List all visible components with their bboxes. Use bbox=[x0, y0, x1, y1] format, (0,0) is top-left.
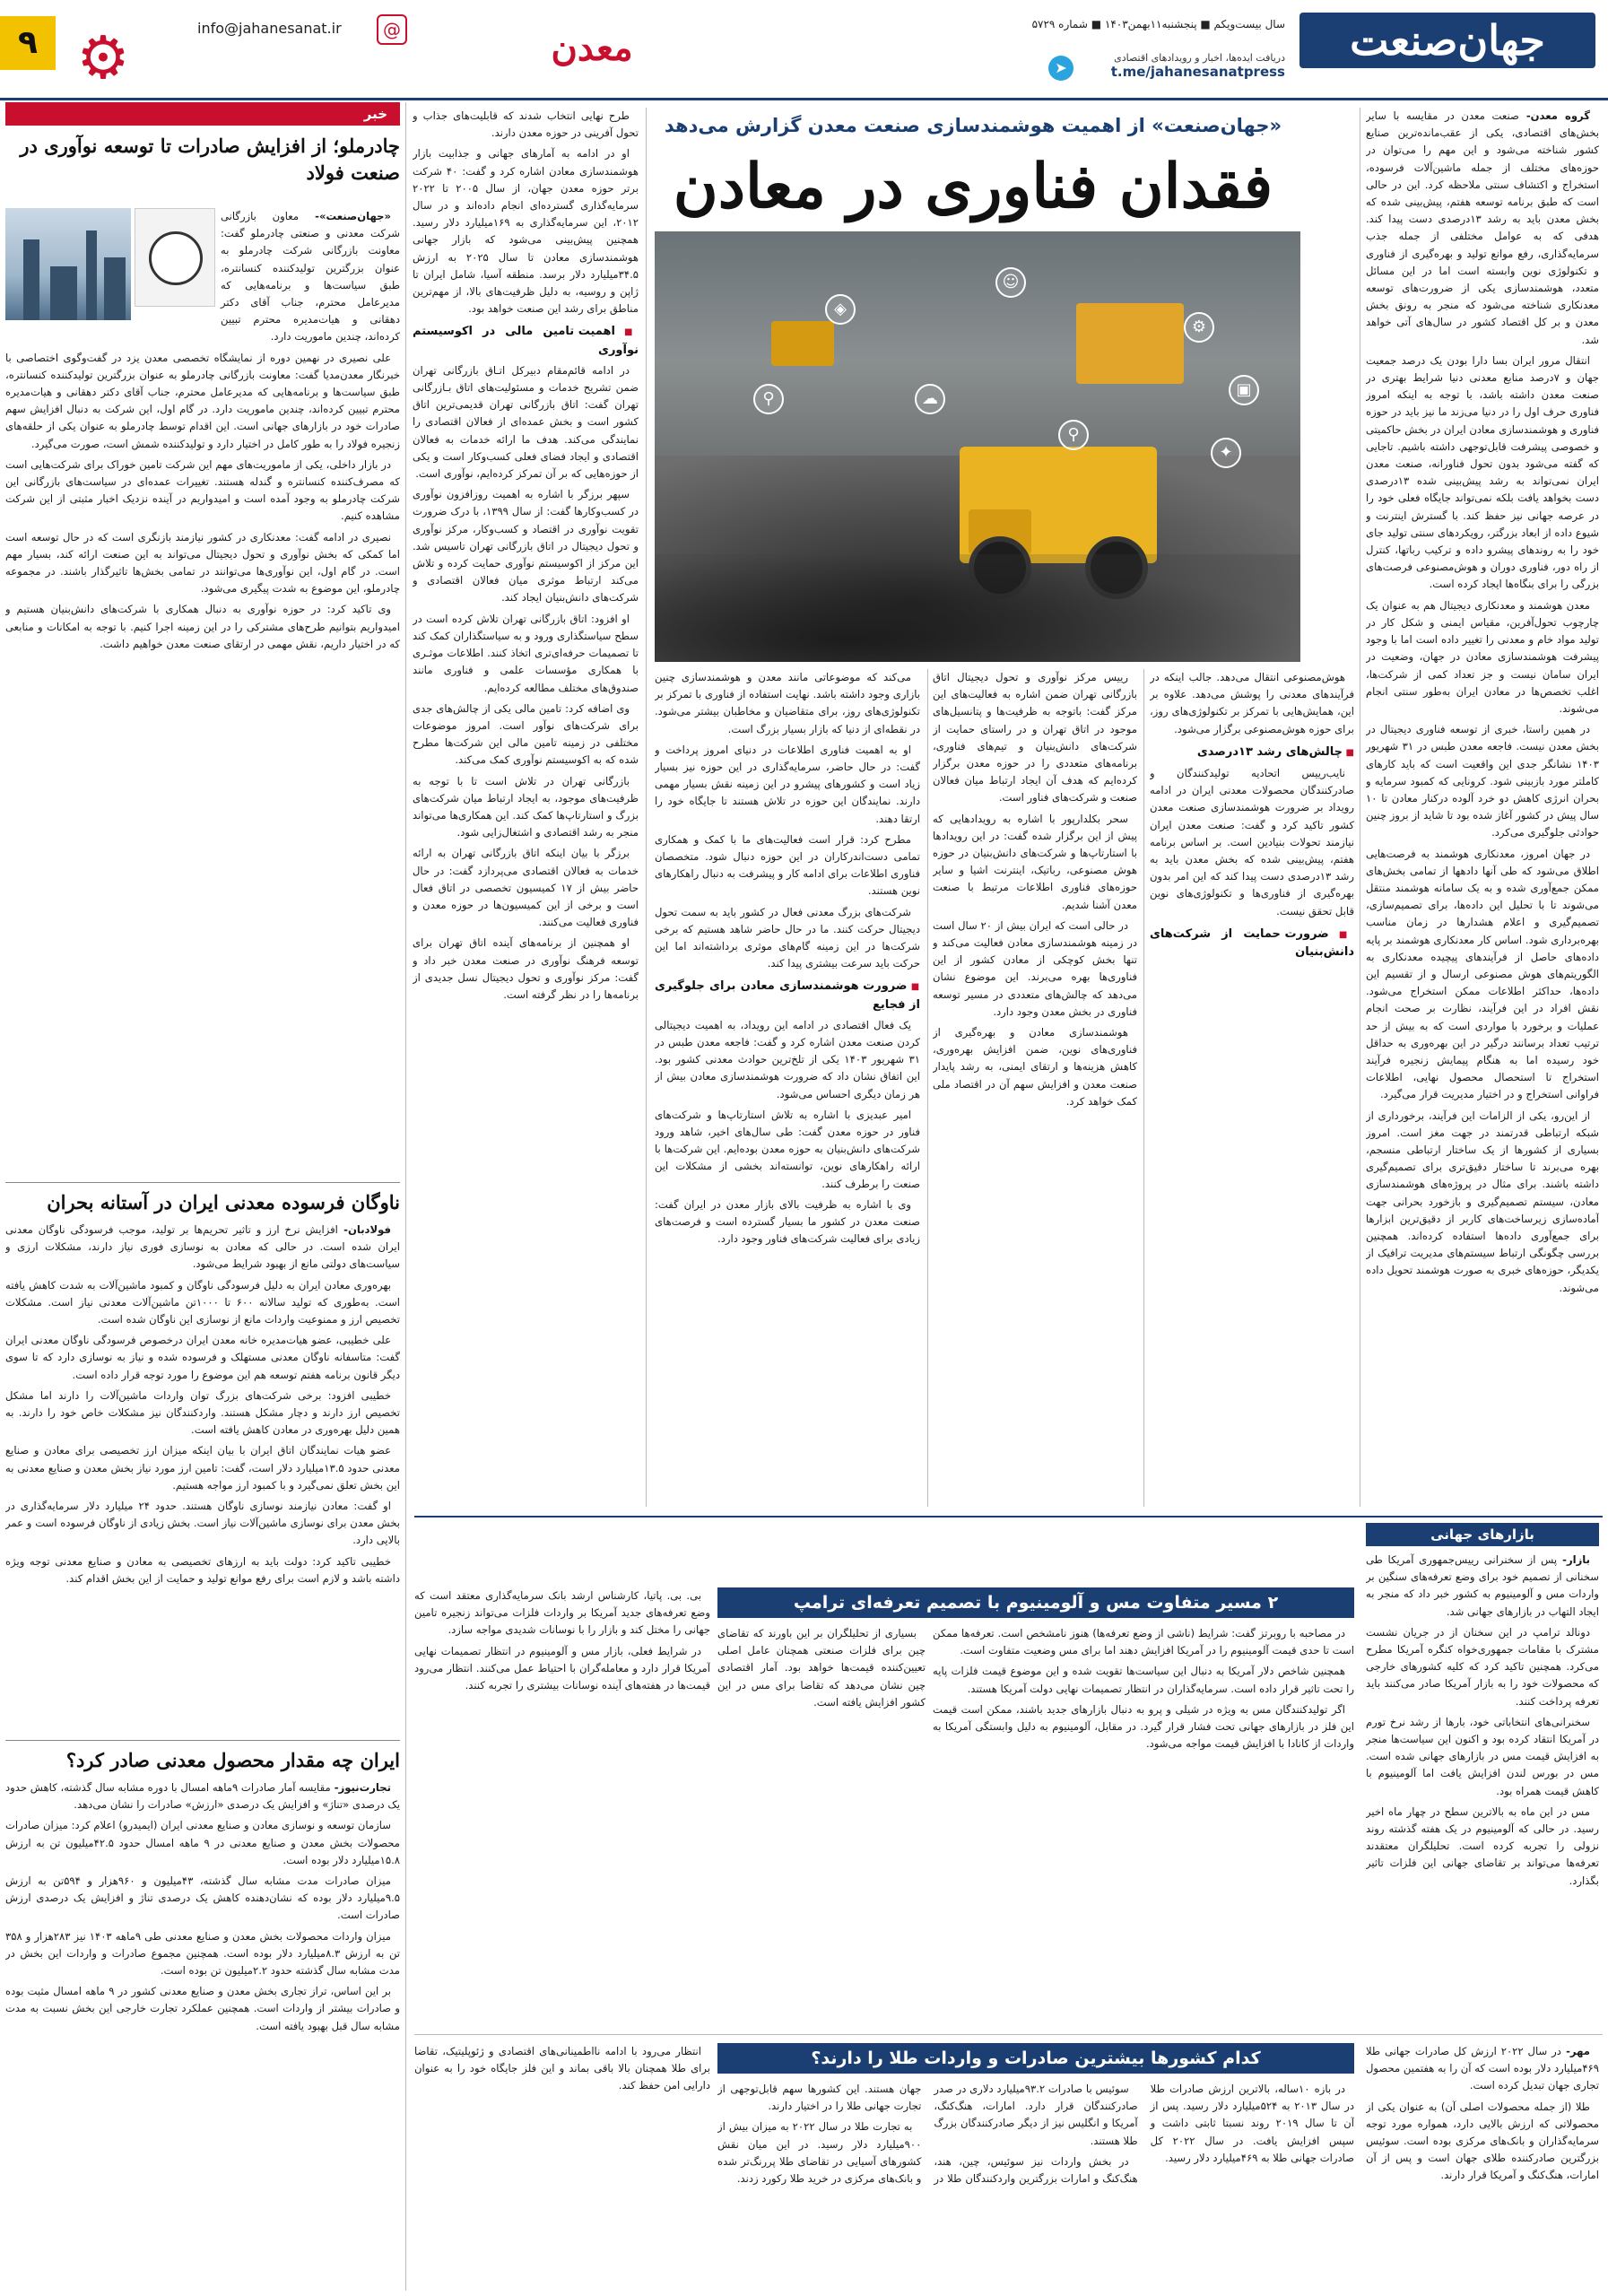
news-2-paragraph: خطیبی تاکید کرد: دولت باید به ارزهای تخصیصی به معادن و صنایع معدنی توجه ویژه داشته باشد و لازم است برای رفع موانع تولید و حمایت از این بخش اقدام کند. bbox=[5, 1554, 400, 1585]
news-3-body bbox=[5, 1779, 400, 2291]
news-3-paragraph: بر این اساس، تراز تجاری بخش معدن و صنایع معدنی کشور در ۹ ماهه امسال مثبت بوده و صادرات بیشتر از واردات است. همچنین عملکرد تجارت خارجی این بخش نسبت به مدت مشابه سال قبل بهبود یافته است. bbox=[5, 1985, 400, 2032]
chip-pin-icon: ✦ bbox=[1211, 438, 1241, 468]
news-3-title[interactable]: ایران چه مقدار محصول معدنی صادر کرد؟ bbox=[65, 1749, 400, 1771]
mid-paragraph: سپهر برزگر با اشاره به اهمیت روزافزون نوآوری در کسب‌وکارها گفت: از سال ۱۳۹۹، با درک ضرورت تقویت نوآوری در اقتصاد و کسب‌وکار، مرکز نوآوری و تحول دیجیتال در اتاق بازرگانی تهران تاسیس شد. این مرکز از اکوسیستم نوآوری حمایت کرده و تلاش می‌کند ارتباط موثری میان فعالان اقتصادی و شرکت‌های دانش‌بنیان ایجاد کند. bbox=[413, 488, 639, 604]
news-2-source-lead: فولادبان- bbox=[337, 1223, 391, 1236]
telegram-icon: ➤ bbox=[1048, 56, 1073, 81]
global-2-paragraph: طلا (از جمله محصولات اصلی آن) به عنوان یکی از محصولاتی که ارزش بالایی دارد، همواره مورد توجه سرمایه‌گذاران و بانک‌های مرکزی بوده است. سوئیس بزرگترین صادرکننده طلای جهان است و پس از آن امارات، هنگ‌کنگ و آمریکا قرار دارند. bbox=[1366, 2100, 1599, 2182]
main-story-column-1 bbox=[1366, 108, 1599, 1507]
global-1-paragraph: همچنین شاخص دلار آمریکا به دنبال این سیاست‌ها تقویت شده و این موضوع قیمت فلزات پایه را تحت تاثیر قرار داده است. سرمایه‌گذاران در انتظار تصمیمات نهایی دولت آمریکا هستند. bbox=[933, 1665, 1354, 1695]
global-1-source-lead: بازار- bbox=[1557, 1553, 1590, 1566]
global-story-1-title[interactable]: ۲ مسیر متفاوت مس و آلومینیوم با تصمیم تعرفه‌ای ترامپ bbox=[717, 1587, 1354, 1618]
excavator-shape bbox=[771, 321, 834, 366]
section-divider bbox=[5, 1740, 400, 1741]
global-story-2-column-3 bbox=[414, 2043, 710, 2291]
global-markets-label: بازارهای جهانی bbox=[1366, 1523, 1599, 1546]
main-story-subheading: ■ ضرورت حمایت از شرکت‌های دانش‌بنیان bbox=[1150, 926, 1354, 961]
section-divider bbox=[5, 1182, 400, 1183]
news-1-paragraph: علی نصیری در نهمین دوره از نمایشگاه تخصصی معدن یزد در گفت‌وگوی اختصاصی با خبرنگار معدن‌مدیا گفت: معاونت بازرگانی چادرملو به عنوان بزرگترین تولیدکننده کنسانتره، طبق سیاست‌ها و برنامه‌هایی که مدیرعامل محترم، جناب آقای دکتر دهقانی و هیات‌مدیره محترم تبیین کرده‌اند، چندین ماموریت دارد. در گام اول، این شرکت به دنبال افزایش سهم صادرات خود در بازارهای جهانی است. این اقدام توسط چادرملو به عنوان یکی از حلقه‌های زنجیره فولاد را به طور کامل در اختیار دارد و تولیدکننده شمش است، صورت می‌گیرد. bbox=[5, 351, 400, 450]
main-story-paragraph: هوش‌مصنوعی انتقال می‌دهد. جالب اینکه در فرآیندهای معدنی را پوشش می‌دهد. علاوه بر این، همایش‌هایی با تمرکز بر تکنولوژی‌های روز، برای حوزه هوش‌مصنوعی برگزار می‌شود. bbox=[1150, 671, 1354, 735]
global-story-2-column-1 bbox=[1366, 2043, 1599, 2291]
global-story-2-column-2 bbox=[717, 2081, 1354, 2291]
global-2-paragraph: به تجارت طلا در سال ۲۰۲۲ به میزان بیش از ۹۰۰میلیارد دلار رسید. در این میان نقش کشورهای آسیایی در تقاضای طلا پررنگ‌تر شده و بانک‌های مرکزی در خرید طلا رکورد زدند. bbox=[717, 2120, 922, 2186]
main-story-paragraph: از این‌رو، یکی از الزامات این فرآیند، برخورداری از شبکه ارتباطی قدرتمند در جهت مغز است. امروز بسیاری از کشورها از یک ساختار ارتباطی منسجم، بهره می‌برند تا ساختار دقیق‌تری برای تصمیم‌گیری داشته باشند. برای مثال در پروژه‌های هوشمندسازی معادن، سیستم تصمیم‌گیری و بازخورد بحرانی جهت آماده‌سازی زیرساخت‌های کاربر از دقیق‌ترین ابزارها برای جمع‌آوری داده‌ها استفاده کرده‌اند. همچنین بررسی چگونگی ارتباط سیستم‌های مدیریت ترافیک از یکدیگر، حوزه‌های خبری به صورت هوشمند تحویل داده می‌شوند. bbox=[1366, 1109, 1599, 1294]
section-title: معدن bbox=[551, 27, 633, 69]
main-story-paragraph: او به اهمیت فناوری اطلاعات در دنیای امروز پرداخت و گفت: در حال حاضر، سرمایه‌گذاری در این حوزه نیز بسیار زیاد است و کشورهای پیشرو در این زمینه نقش بسیار مهمی دارند. نمایندگان این حوزه در تلاش هستند تا جایگاه خود را ارتقا دهند. bbox=[655, 743, 920, 825]
news-1-paragraph: در بازار داخلی، یکی از ماموریت‌های مهم این شرکت تامین خوراک برای شرکت‌هایی است که مصرف‌کننده کنسانتره و گندله هستند. تغییرات عمده‌ای در سیاست‌های بازرگانی این شرکت چادرملو به وجود آمده است و امیدواریم در آینده نزدیک اخبار مثبتی از این شرکت مشاهده کنیم. bbox=[5, 457, 400, 523]
news-section-label: خبر bbox=[5, 102, 400, 126]
news-2-paragraph: فولادبان- افزایش نرخ ارز و تاثیر تحریم‌ها بر تولید، موجب فرسودگی ناوگان معدنی ایران شده است. در حالی که معادن به نوسازی فوری نیاز دارند، مشکلات ارزی و سیاست‌های دولتی مانع از بهبود شرایط می‌شود. bbox=[5, 1223, 400, 1271]
main-story-paragraph: می‌کند که موضوعاتی مانند معدن و هوشمندسازی چنین بازاری وجود داشته باشد. نهایت استفاده از فناوری با تمرکز بر تکنولوژی‌های روز، برای متقاضیان و مخاطبان بیشتر می‌شود. در نقطه‌ای از دنیا که بازار بسیار بزرگ است. bbox=[655, 671, 920, 735]
main-story-paragraph: سحر بکلدارپور با اشاره به رویدادهایی که پیش از این برگزار شده گفت: در این رویدادها با استارتاپ‌ها و شرکت‌های دانش‌بنیان در حوزه هوش مصنوعی، رباتیک، اینترنت اشیا و سایر حوزه‌های فناوری اطلاعات مرتبط با صنعت معدن آشنا شدیم. bbox=[933, 812, 1137, 911]
global-1-paragraph: مس در این ماه به بالاترین سطح در چهار ماه اخیر رسید. در حالی که آلومینیوم در یک هفته گذشته روند نزولی را تجربه کرده است. تحلیلگران معتقدند تعرفه‌ها می‌تواند بر تقاضای جهانی این فلزات تاثیر بگذارد. bbox=[1366, 1805, 1599, 1887]
column-divider bbox=[1143, 669, 1144, 1507]
email-icon: @ bbox=[377, 14, 407, 45]
telegram-text: دریافت ایده‌ها، اخبار و رویدادهای اقتصادی bbox=[1114, 52, 1285, 64]
mid-paragraph: او همچنین از برنامه‌های آینده اتاق تهران برای توسعه فرهنگ نوآوری در صنعت معدن خبر داد و گفت: مرکز نوآوری و تحول دیجیتال نسل جدیدی از برنامه‌ها را در نظر گرفته است. bbox=[413, 936, 639, 1001]
news-3-paragraph: میزان صادرات مدت مشابه سال گذشته، ۴۳میلیون و ۹۶۰هزار و ۵۹۴تن به ارزش ۹.۵میلیارد دلار بوده که نشان‌دهنده کاهش یک درصدی تناژ و افزایش یک درصدی ارزش صادرات است. bbox=[5, 1874, 400, 1922]
global-2-paragraph: در بخش واردات نیز سوئیس، چین، هند، هنگ‌کنگ و امارات بزرگترین واردکنندگان طلا در جهان هستند. این کشورها سهم قابل‌توجهی از تجارت جهانی طلا را در اختیار دارند. bbox=[717, 2083, 1138, 2186]
main-story-paragraph: در حالی است که ایران بیش از ۲۰ سال است در زمینه هوشمندسازی معادن فعالیت می‌کند و تنها بخش کوچکی از معادن کشور از این فناوری‌ها بهره می‌برند. این موضوع نشان می‌دهد که چالش‌های متعددی در مسیر توسعه فناوری در بخش معدن وجود دارد. bbox=[933, 918, 1137, 1018]
global-story-2-title[interactable]: کدام کشورها بیشترین صادرات و واردات طلا را دارند؟ bbox=[717, 2043, 1354, 2074]
news-1-paragraph: وی تاکید کرد: در حوزه نوآوری به دنبال همکاری با شرکت‌های دانش‌بنیان هستیم و امیدواریم بتوانیم طرح‌های مشترکی را در این زمینه اجرا کنیم. با توجه به امکانات و منابعی که در اختیار داریم، نقش مهمی در ارتقای صنعت معدن خواهیم داشت. bbox=[5, 603, 400, 650]
mid-subheading: ■ اهمیت تامین مالی در اکوسیستم نوآوری bbox=[413, 323, 639, 358]
news-2-title[interactable]: ناوگان فرسوده معدنی ایران در آستانه بحران bbox=[47, 1191, 400, 1213]
issue-line: سال بیست‌ویکم ■ پنجشنبه۱۱بهمن۱۴۰۳ ■ شماره ۵۷۲۹ bbox=[1031, 18, 1285, 30]
main-story-column-3 bbox=[933, 669, 1137, 1507]
main-story-paragraph: انتقال مرور ایران بسا دارا بودن یک درصد جمعیت جهان و ۷درصد منابع معدنی دنیا شرایط بهتری در صنعت معدن داشته باشد، با توجه به اینکه امروز فناوری حرف اول را در دنیا می‌زند ما نیز باید در حوزه فناوری و هوشمندسازی معادن ایران در بخش حاکمیتی و خصوصی پیشرفت قابل‌توجهی داشته باشیم. تاجایی که گفته می‌شود بدون تحول فناورانه، صنعت معدن ایران نمی‌تواند به رشد پیش‌بینی شده ۱۳درصدی دست بخواهد یافت بلکه نمی‌تواند جایگاه فعلی خود را در عرصه جهانی نیز حفظ کند. با گسترش اینترنت و شیوع داده از ابعاد بزرگتر، رویکردهای سنتی تولید جای خود را به روندهای پیشرو داده و ترکیب رباتها، کنترل از راه دور، فناوری دوران و هوش‌مصنوعی فرصت‌های بزرگی را برای بنگاه‌ها ایجاد کرده است. bbox=[1366, 353, 1599, 591]
main-story-subheading: ■ چالش‌های رشد ۱۳درصدی bbox=[1150, 744, 1354, 761]
excavator-shape bbox=[1076, 303, 1184, 384]
news-1-paragraph: «جهان‌صنعت»- معاون بازرگانی شرکت معدنی و صنعتی چادرملو گفت: معاونت بازرگانی شرکت چادرملو به عنوان بزرگترین تولیدکننده کنسانتره، طبق سیاست‌ها و برنامه‌هایی که مدیرعامل محترم، جناب آقای دکتر دهقانی و هیات‌مدیره محترم تبیین کرده‌اند، چندین ماموریت دارد. bbox=[221, 210, 400, 344]
news-2-body bbox=[5, 1222, 400, 1733]
column-divider bbox=[405, 102, 406, 2291]
global-story-1-column-3 bbox=[414, 1587, 710, 2027]
global-1-paragraph: بسیاری از تحلیلگران بر این باورند که تقاضای چین برای فلزات صنعتی همچنان عامل اصلی تعیین‌کننده قیمت‌ها خواهد بود. آمار اقتصادی چین نشان می‌دهد که تقاضا برای مس در این کشور افزایش یافته است. bbox=[717, 1627, 926, 1709]
location-pin-icon: ⚲ bbox=[753, 384, 784, 414]
global-1-paragraph: بازار- پس از سخنرانی رییس‌جمهوری آمریکا طی سخنانی از تصمیم خود برای وضع تعرفه‌های سنگین بر واردات مس و آلومینیوم به کشور خبر داد که منجر به ایجاد التهاب در بازارهای جهانی شد. bbox=[1366, 1553, 1599, 1618]
mid-paragraph: او افزود: اتاق بازرگانی تهران تلاش کرده است در سطح سیاستگذاری ورود و به سیاستگذاران کمک کند تا تصمیمات حرفه‌ای‌تری اتخاذ کنند. اطلاعات موثـری با همکاری مؤسسات علمی و فناوری مانند صندوق‌های مختلف مطالعه کرده‌ایم. bbox=[413, 612, 639, 694]
global-1-paragraph: بی. بی. پاتیا، کارشناس ارشد بانک سرمایه‌گذاری معتقد است که وضع تعرفه‌های جدید آمریکا بر واردات فلزات می‌تواند زنجیره تامین جهانی را مختل کند و بازار را با نوسانات شدیدی مواجه سازد. bbox=[414, 1589, 710, 1637]
main-story-column-2 bbox=[1150, 669, 1354, 1507]
news-2-paragraph: علی خطیبی، عضو هیات‌مدیره خانه معدن ایران درخصوص فرسودگی ناوگان معدنی ایران گفت: متاسفانه ناوگان معدنی مستهلک و فرسوده شده و نیاز به نوسازی دارد که تا سوی دیگر قانون برنامه هفتم توسعه هم این موضوع را مورد توجه قرار داده است. bbox=[5, 1334, 400, 1381]
main-story-paragraph: مطرح کرد: قرار است فعالیت‌های ما با کمک و همکاری تمامی دست‌اندرکاران در این حوزه دنبال شود. متخصصان فناوری اطلاعات برای ادامه کار و پیشرفت به دنبال راهکارهای نوین هستند. bbox=[655, 832, 920, 898]
main-story-paragraph: شرکت‌های بزرگ معدنی فعال در کشور باید به سمت تحول دیجیتال حرکت کنند. ما در حال حاضر شاهد هستیم که برخی شرکت‌ها در این زمینه گام‌های موثری برداشته‌اند اما این حرکت باید سرعت بیشتری پیدا کند. bbox=[655, 905, 920, 970]
email-address[interactable]: info@jahanesanat.ir bbox=[197, 20, 342, 37]
foreground-blur-shape bbox=[655, 554, 1300, 662]
global-2-paragraph: در بازه ۱۰ساله، بالاترین ارزش صادرات طلا در سال ۲۰۱۳ به ۵۲۴میلیارد دلار رسید. پس از آن تا سال ۲۰۱۹ روند نسبتا ثابتی داشت و سپس افزایش یافت. در سال ۲۰۲۲ کل صادرات جهانی طلا به ۴۶۹میلیارد دلار رسید. bbox=[1150, 2083, 1354, 2164]
global-story-1-column-1 bbox=[1366, 1552, 1599, 2027]
main-headline: فقدان فناوری در معادن bbox=[673, 151, 1273, 222]
global-1-paragraph: سخنرانی‌های انتخاباتی خود، بارها از رشد نرخ تورم در آمریکا انتقاد کرده بود و اکنون این سیاست‌ها منجر به افزایش قیمت مس در بازارهای جهانی شده است. مس در بورس لندن افزایش یافت اما آلومینیوم با کاهش قیمت همراه بود. bbox=[1366, 1715, 1599, 1797]
global-2-paragraph: انتظار می‌رود با ادامه نااطمینانی‌های اقتصادی و ژئوپلیتیک، تقاضا برای طلا همچنان بالا باقی بماند و این فلز جایگاه خود را به عنوان دارایی امن حفظ کند. bbox=[414, 2045, 710, 2092]
global-2-source-lead: مهر- bbox=[1560, 2045, 1590, 2057]
mid-paragraph: برزگر با بیان اینکه اتاق بازرگانی تهران به ارائه خدمات به فعالان اقتصادی می‌پردازد گفت: در حال حاضر بیش از ۱۷ کمیسیون تخصصی در اتاق فعال است و برخی از این کمیسیون‌ها در حوزه معدن و فناوری فعالیت می‌کنند. bbox=[413, 847, 639, 929]
global-1-paragraph: در شرایط فعلی، بازار مس و آلومینیوم در انتظار تصمیمات نهایی آمریکا قرار دارد و معامله‌گران با احتیاط عمل می‌کنند. انتظار می‌رود قیمت‌ها در هفته‌های آینده نوسانات بیشتری را تجربه کنند. bbox=[414, 1644, 710, 1692]
telegram-box[interactable] bbox=[1055, 52, 1285, 88]
news-2-paragraph: عضو هیات نمایندگان اتاق ایران با بیان اینکه میزان ارز تخصیصی برای معادن و صنایع معدنی حدود ۱۳.۵میلیارد دلار است، گفت: تامین ارز مورد نیاز بخش معدن و صنایع معدنی به این بخش تعلق نمی‌گیرد و با کمبود ارز مواجه هستیم. bbox=[5, 1444, 400, 1492]
news-2-paragraph: بهره‌وری معادن ایران به دلیل فرسودگی ناوگان و کمبود ماشین‌آلات به شدت کاهش یافته است. به‌طوری که تولید سالانه ۶۰۰ تا ۱۰۰۰تن ماشین‌آلات معدنی نیاز است. مشکلات تخصیص ارز و ممنوعیت واردات مانع از نوسازی این ناوگان شده است. bbox=[5, 1278, 400, 1326]
main-story-paragraph: یک فعال اقتصادی در ادامه این رویداد، به اهمیت دیجیتالی کردن صنعت معدن اشاره کرد و گفت: فاجعه معدن طبس در ۳۱ شهریور ۱۴۰۳ یکی از تلخ‌ترین حوادث معدنی کشور بود. این اتفاق نشان داد که ضرورت هوشمندسازی معادن بیش از هر زمان دیگری احساس می‌شود. bbox=[655, 1018, 920, 1100]
main-story-paragraph: معدن هوشمند و معدنکاری دیجیتال هم به عنوان یک چارچوب تحول‌آفرین، مقیاس ایمنی و شکل کار در تولید مواد خام و معدنی را تغییر داده است اما با وجود پیشرفت هوشمندسازی معادن در جهان، وضعیت در ایران سامان نیست و جز تعداد کمی از شرکت‌ها، اغلب تخصص‌ها در معادن ایران به‌طور سنتی انجام می‌شوند. bbox=[1366, 598, 1599, 715]
gear-pin-icon: ⚙ bbox=[1184, 312, 1214, 343]
mid-paragraph: بازرگانی تهران در تلاش است تا با توجه به ظرفیت‌های موجود، به ایجاد ارتباط میان شرکت‌های بزرگ و استارتاپ‌ها کمک کند. این همکاری‌ها می‌تواند منجر به رشد اقتصادی و اشتغال‌زایی شود. bbox=[413, 774, 639, 839]
global-2-paragraph: مهر- در سال ۲۰۲۲ ارزش کل صادرات جهانی طلا ۴۶۹میلیارد دلار بوده است که آن را به هفتمین محصول تجاری جهان تبدیل کرده است. bbox=[1366, 2045, 1599, 2092]
global-1-paragraph: دونالد ترامپ در این سخنان از در جریان نشست مشترک با مقامات جمهوری‌خواه کنگره آمریکا مطرح می‌کرد. همچنین تاکید کرد که کلیه کشورهای خارجی که محصولات خود را به بازار آمریکا صادر می‌کنند باید تعرفه پرداخت کنند. bbox=[1366, 1625, 1599, 1708]
global-1-paragraph: اگر تولیدکنندگان مس به ویژه در شیلی و پرو به دنبال بازارهای جدید باشند، ممکن است قیمت این فلز در بازارهای جهانی تحت فشار قرار گیرد. در مقابل، آلومینیوم به دلیل وابستگی آمریکا به واردات از کانادا با افزایش قیمت مواجه می‌شود. bbox=[933, 1702, 1354, 1751]
main-story-subheading: ■ ضرورت هوشمندسازی معادن برای جلوگیری از فجایع bbox=[655, 978, 920, 1013]
column-divider bbox=[646, 108, 647, 1507]
main-story-source-lead: گروه معدن- bbox=[1518, 109, 1590, 122]
middle-column bbox=[413, 108, 639, 1507]
news-1-source-lead: «جهان‌صنعت»- bbox=[299, 210, 391, 222]
main-story-paragraph: هوشمندسازی معادن و بهره‌گیری از فناوری‌های نوین، ضمن افزایش بهره‌وری، کاهش هزینه‌ها و ارتقای ایمنی، به رشد پایدار صنعت معدن و افزایش سهم آن در اقتصاد ملی کمک خواهد کرد. bbox=[933, 1026, 1137, 1108]
news-1-body bbox=[5, 208, 400, 1177]
main-story-paragraph: نایب‌رییس اتحادیه تولیدکنندگان و صادرکنندگان محصولات معدنی ایران در ادامه رویداد بر ضرورت هوشمندسازی صنعت معدن کشور تاکید کرد و گفت: صنعت معدن ایران نیازمند تحولات بنیادین است. بر اساس برنامه هفتم، پیش‌بینی شده که بخش معدن باید به رشد ۱۳درصدی دست پیدا کند که این امر بدون بهره‌گیری از فناوری‌ها و تکنولوژی‌های نوین قابل تحقق نیست. bbox=[1150, 767, 1354, 918]
cloud-pin-icon: ☁ bbox=[915, 384, 945, 414]
global-story-1-column-4 bbox=[717, 1625, 926, 2027]
news-3-paragraph: میزان واردات محصولات بخش معدن و صنایع معدنی طی ۹ماهه ۱۴۰۳ نیز ۲۸۳هزار و ۳۵۸ تن به ارزش ۸.۳میلیارد دلار بوده است. همچنین مجموع صادرات و واردات این بخش در مدت مشابه سال گذشته حدود ۲.۲میلیون تن بوده است. bbox=[5, 1929, 400, 1978]
mid-paragraph: در ادامه قائم‌مقام دبیرکل اتـاق بازرگانی تهران ضمن تشریح خدمات و مسئولیت‌های اتاق بـازرگانی تهران گفت: اتاق بازرگانی تهران قدیمی‌ترین اتاق کشور است و بخش عمده‌ای از فعالان اقتصادی را نمایندگی می‌کند. هدف ما ارائه خدمات به فعالان اقتصادی و ایجاد فضای فعلی کسب‌وکار است و یکی از حوزه‌هایی که بر آن تمرکز کرده‌ایم، نوآوری است. bbox=[413, 363, 639, 481]
section-divider bbox=[414, 1516, 1603, 1518]
page-number: ۹ bbox=[0, 16, 56, 70]
global-story-1-column-2 bbox=[933, 1625, 1354, 2027]
mining-truck-photo bbox=[655, 231, 1300, 662]
section-divider bbox=[414, 2034, 1603, 2035]
truck-pin-icon: ▣ bbox=[1229, 375, 1259, 405]
mid-paragraph: وی اضافه کرد: تامین مالی یکی از چالش‌های جدی برای شرکت‌های نوآور است. امروز موضوعات مختلفی در زمینه تامین مالی این شرکت‌ها مطرح شده که به اکوسیستم نوآوری کمک می‌کند. bbox=[413, 701, 639, 767]
telegram-link[interactable]: t.me/jahanesanatpress bbox=[1110, 64, 1285, 80]
main-story-paragraph: گروه معدن- صنعت معدن در مقایسه با سایر بخش‌های اقتصادی، یکی از عقب‌مانده‌ترین صنایع کشور شناخته می‌شود و این مهم را می‌توان در حوزه‌های مختلف از جمله ماشین‌آلات فرسوده، استخراج و اکتشاف سنتی ملاحظه کرد. این در حالی است که طبق برنامه توسعه هفتم، پیش‌بینی شده که بخش معدن باید به رشد ۱۳درصدی دست پیدا کند. هدفی که به عوامل مختلفی از جمله جذب سرمایه‌گذاری، رفع موانع تولید و بهره‌گیری از فناوری و تکنولوژی نوین وابسته است اما در این مسائل متعدد، هوشمندسازی یکی از ضرورت‌های توسعه معدنکاری شناخته می‌شود که منجر به رونق بخش معدن و بر کل اقتصاد کشور در سال‌های آتی خواهد شد. bbox=[1366, 109, 1599, 346]
news-2-paragraph: او گفت: معادن نیازمند نوسازی ناوگان هستند. حدود ۲۴ میلیارد دلار سرمایه‌گذاری در بخش معدن برای نوسازی ماشین‌آلات نیاز است. بخش زیادی از ناوگان فرسوده است و عمر بالایی دارد. bbox=[5, 1500, 400, 1547]
main-story-paragraph: در جهان امروز، معدنکاری هوشمند به فرصت‌هایی اطلاق می‌شود که طی آنها دادهها از تمامی بخش‌های ممکن جمع‌آوری شده و به یک سامانه هوشمند منتقل می‌شوند تا با تحلیل این داده‌ها، برای تصمیم‌سازی، تصمیم‌گیری و اعلام هشدارها در زمان مناسب بهره‌برداری شود. اساس کار معدنکاری هوشمند بر پایه داده‌های حاصل از فرآیندهای پیچیده معدنکاری به الگوریتم‌های هوش مصنوعی ارسال و از تقسیم این داده‌ها، حداکثر اطلاعات ممکن استخراج می‌شود. نقش افراد در این فرآیند، نظارت بر صحت انجام عملیات و برخورد با مواردی است که به بیش از حد ترتیب تعداد برسانند درگیر در این بهره‌وری به حداقل خود رسیده اما به هنگام پیمایش زنجیره فرآیند استخراج تا استحصال محصول نهایی، اطلاعات فراوانی استخراج و در اختیار مدیریت قرار می‌گیرد. bbox=[1366, 847, 1599, 1101]
news-3-paragraph: سازمان توسعه و نوسازی معادن و صنایع معدنی ایران (ایمیدرو) اعلام کرد: میزان صادرات محصولات بخش معدن و صنایع معدنی در ۹ ماهه امسال حدود ۴۲.۵میلیون تن به ارزش ۱۵.۸میلیارد دلار بوده است. bbox=[5, 1819, 400, 1866]
location-pin-icon: ⚲ bbox=[1058, 420, 1089, 450]
mid-intro: طرح نهایی انتخاب شدند که قابلیت‌های جذاب و تحول آفرینی در حوزه معدن دارند. bbox=[413, 109, 639, 140]
column-divider bbox=[927, 669, 928, 1507]
shield-pin-icon: ◈ bbox=[825, 294, 856, 325]
person-pin-icon: ☺ bbox=[995, 267, 1026, 298]
main-story-column-4 bbox=[655, 669, 920, 1507]
global-1-paragraph: در مصاحبه با روبرتز گفت: شرایط (ناشی از وضع تعرفه‌ها) هنوز نامشخص است. تعرفه‌ها ممکن است تا حدی قیمت آلومینیوم را در آمریکا افزایش دهند اما برای مس وضعیت متفاوت است. bbox=[933, 1627, 1354, 1657]
gear-icon: ⚙ bbox=[76, 23, 130, 92]
main-kicker: «جهان‌صنعت» از اهمیت هوشمندسازی صنعت معدن گزارش می‌دهد bbox=[664, 115, 1282, 136]
global-2-paragraph: سوئیس با صادرات ۹۳.۲میلیارد دلاری در صدر صادرکنندگان قرار دارد. امارات، هنگ‌کنگ، آمریکا و انگلیس نیز از دیگر صادرکنندگان بزرگ طلا هستند. bbox=[934, 2083, 1138, 2147]
main-story-paragraph: وی با اشاره به ظرفیت بالای بازار معدن در ایران گفت: صنعت معدن در کشور ما بسیار گسترده است و فرصت‌های زیادی برای فعالیت شرکت‌های فناور وجود دارد. bbox=[655, 1197, 920, 1246]
dump-truck-shape bbox=[960, 447, 1157, 563]
main-story-paragraph: رییس مرکز نوآوری و تحول دیجیتال اتاق بازرگانی تهران ضمن اشاره به فعالیت‌های این مرکز گفت: باتوجه به ظرفیت‌ها و پتانسیل‌های موجود در اتاق تهران و در راستای حمایت از شرکت‌های دانش‌بنیان و تیم‌های فناوری، برنامه‌های متعددی را در حوزه معدن برگزار کرده‌ایم که هدف آن ایجاد ارتباط میان فعالان صنعت و شرکت‌های فناور است. bbox=[933, 671, 1137, 804]
news-3-paragraph: تجارت‌نیوز- مقایسه آمار صادرات ۹ماهه امسال با دوره مشابه سال گذشته، کاهش حدود یک درصدی «تناژ» و افزایش یک درصدی «ارزش» صادرات را نشان می‌دهد. bbox=[5, 1781, 400, 1812]
news-3-source-lead: تجارت‌نیوز- bbox=[330, 1781, 391, 1794]
news-2-paragraph: خطیبی افزود: برخی شرکت‌های بزرگ توان واردات ماشین‌آلات را دارند اما مشکل تخصیص ارز دارند و دچار مشکل هستند. واردکنندگان نیز مشکلات خاص خود را دارند. به همین دلیل بهره‌وری در معادن کاهش یافته است. bbox=[5, 1388, 400, 1437]
news-1-paragraph: نصیری در ادامه گفت: معدنکاری در کشور نیازمند بازنگری است که در حال توسعه است اما کمکی که بخش نوآوری و تحول دیجیتال می‌تواند به این صنعت ارائه کند، بسیار مهم است. در گام اول، این نوآوری‌ها می‌توانند در تمامی بخش‌ها تاثیرگذار باشند. در مجموعه چادرملو، این موضوع به شدت پیگیری می‌شود. bbox=[5, 530, 400, 596]
main-story-paragraph: امیر عبدیزی با اشاره به تلاش استارتاپ‌ها و شرکت‌های فناور در حوزه معدن گفت: طی سال‌های اخیر، شاهد ورود شرکت‌های دانش‌بنیان به حوزه معدن بوده‌ایم. این شرکت‌ها با ارائه راهکارهای نوین، توانسته‌اند بخشی از مشکلات این صنعت را برطرف کنند. bbox=[655, 1108, 920, 1190]
news-1-title[interactable]: چادرملو؛ از افزایش صادرات تا توسعه نوآوری در صنعت فولاد bbox=[20, 135, 400, 184]
main-story-paragraph: در همین راستا، خبری از توسعه فناوری دیجیتال در بخش معدن نیست. فاجعه معدن طبس در ۳۱ شهریور ۱۴۰۳ نشانگر جدی این واقعیت است که باید کارهای کاملتر مورد بازبینی شود. کرونایی که کمبود سرمایه و بحران انرژی کاهش دو خرد آلوده درکنار معادن تا ۱۰ سال پیش در کشور آغاز شده بود تا شاید از بروز چنین حوادثی جلوگیری می‌کرد. bbox=[1366, 723, 1599, 839]
page-header bbox=[0, 0, 1608, 100]
mid-paragraph: او در ادامه به آمارهای جهانی و جذابیت بازار هوشمندسازی معادن اشاره کرد و گفت: ۴۰ شرکت برتر حوزه معدن جهان، از سال ۲۰۰۵ تا ۲۰۲۲ سرمایه‌گذاری گسترده‌ای انجام داده‌اند و در سال ۲۰۱۲، این سرمایه‌گذاری به ۱۶۹میلیارد دلار رسید. همچنین پیش‌بینی می‌شود که بازار جهانی هوشمندسازی معادن تا سال ۲۰۲۵ به ارزش ۳۴.۵میلیارد دلار برسد. منطقه آسیا، شامل ایران تا ژاپن و روسیه، به دلیل ظرفیت‌های بالا، از مهم‌ترین مناطق برای رشد این صنعت خواهد بود. bbox=[413, 147, 639, 316]
newspaper-masthead[interactable]: جهان‌صنعت bbox=[1299, 13, 1595, 68]
